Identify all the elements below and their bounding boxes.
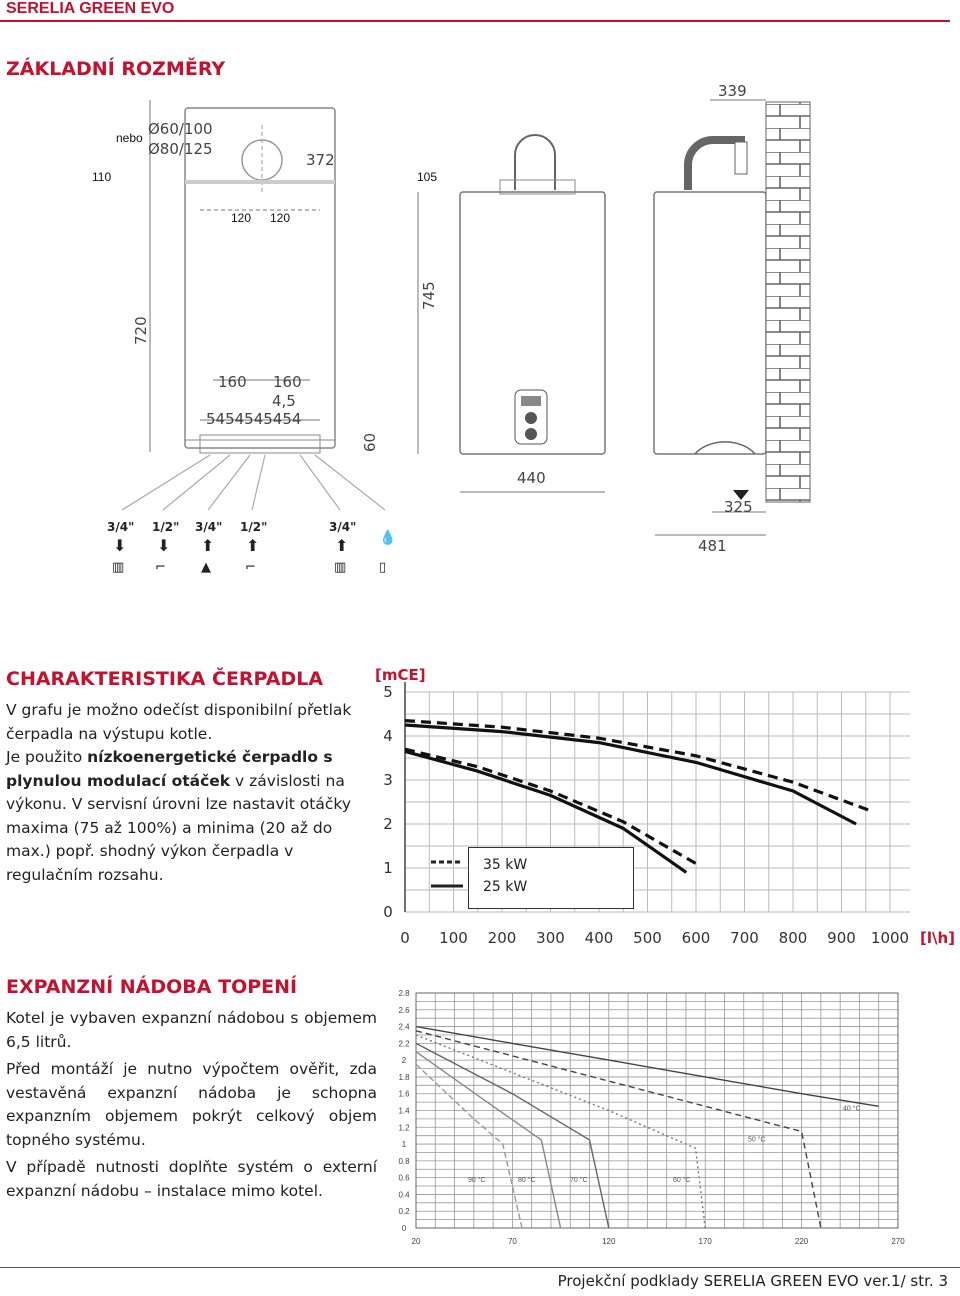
x-tick-label: 800 — [778, 929, 808, 947]
connection-label: 1/2" — [152, 520, 180, 534]
pump-text — [6, 699, 356, 887]
series-line — [416, 1035, 705, 1228]
label-110: 110 — [92, 170, 112, 184]
x-tick-label: 220 — [794, 1237, 809, 1246]
series-label: 90 °C — [468, 1176, 486, 1184]
drain-icon: 💧 — [379, 530, 397, 546]
footer-text: Projekční podklady SERELIA GREEN EVO ver.1/ str. 3 — [557, 1272, 948, 1290]
y-tick-label: 0 — [383, 903, 393, 921]
label-4-5: 4,5 — [272, 392, 296, 410]
pump-p2-bold: nízkoenergetické čerpadlo s plynulou modulací otáček — [6, 748, 333, 790]
expansion-text — [6, 1007, 377, 1203]
y-tick-label: 2.6 — [398, 1005, 410, 1015]
x-tick-label: 1000 — [870, 929, 910, 947]
label-339: 339 — [718, 82, 747, 100]
expansion-ticks — [398, 989, 905, 1246]
pump-y-unit: [mCE] — [375, 666, 426, 684]
expansion-title: EXPANZNÍ NÁDOBA TOPENÍ — [6, 976, 298, 998]
y-tick-label: 0.2 — [398, 1207, 410, 1217]
x-tick-label: 500 — [633, 929, 662, 947]
connection-label: 3/4" — [195, 520, 223, 534]
tap-icon: ⌐ — [155, 560, 166, 575]
connection-label: 3/4" — [329, 520, 357, 534]
series-label: 60 °C — [673, 1176, 691, 1184]
y-tick-label: 1 — [401, 1140, 407, 1150]
connection-label: 1/2" — [240, 520, 268, 534]
brand-header: SERELIA GREEN EVO — [6, 0, 175, 17]
x-tick-label: 300 — [536, 929, 565, 947]
y-tick-label: 4 — [383, 727, 393, 745]
label-160b: 160 — [273, 373, 302, 391]
x-tick-label: 20 — [411, 1237, 421, 1246]
pump-p2-c: v závislosti na výkonu. V servisní úrovni lze nastavit otáčky maxima (75 až 100%) a minima (20 až do max.) popř. shodný výkon čerpadla v regulačním rozsahu. — [6, 771, 351, 884]
x-tick-label: 70 — [507, 1237, 517, 1246]
x-tick-label: 100 — [439, 929, 468, 947]
expansion-paragraph-2: Před montáží je nutno výpočtem ověřit, zda vestavěná expanzní nádoba je schopna expanzním objemem pokrýt celkový objem topného systému. — [6, 1060, 377, 1149]
pump-ticks — [383, 683, 909, 947]
label-372: 372 — [306, 151, 335, 169]
x-tick-label: 400 — [584, 929, 614, 947]
legend-swatches — [429, 856, 465, 896]
x-tick-label: 700 — [730, 929, 759, 947]
label-d60: Ø60/100 — [148, 120, 213, 138]
connection-label: 3/4" — [107, 520, 135, 534]
expansion-paragraph-3: V případě nutnosti doplňte systém o externí expanzní nádobu – instalace mimo kotel. — [6, 1158, 377, 1200]
y-tick-label: 1.6 — [398, 1089, 410, 1099]
radiator-icon: ▥ — [334, 560, 347, 575]
pump-p2-a: Je použito — [6, 748, 88, 766]
y-tick-label: 2.2 — [398, 1039, 410, 1049]
label-440: 440 — [517, 469, 546, 487]
arrow-up-icon: ⬆ — [201, 536, 215, 555]
gas-flame-icon: ▲ — [201, 560, 211, 575]
label-120b: 120 — [270, 211, 291, 225]
pump-paragraph-1: V grafu je možno odečíst disponibilní přetlak čerpadla na výstupu kotle. — [6, 701, 352, 743]
y-tick-label: 2.8 — [398, 989, 410, 998]
arrow-down-icon: ⬇ — [113, 536, 127, 555]
legend-35kw: 35 kW — [483, 857, 528, 873]
arrow-down-icon: ⬇ — [157, 536, 171, 555]
label-105: 105 — [417, 170, 438, 184]
x-tick-label: 900 — [827, 929, 856, 947]
label-481: 481 — [698, 537, 727, 555]
x-tick-label: 600 — [681, 929, 711, 947]
footer-divider — [0, 1267, 960, 1268]
label-60: 60 — [361, 432, 379, 452]
header-divider — [0, 20, 950, 22]
pump-x-unit: [l\h] — [920, 929, 955, 947]
expansion-paragraph-1: Kotel je vybaven expanzní nádobou s objemem 6,5 litrů. — [6, 1009, 377, 1051]
y-tick-label: 2 — [383, 815, 393, 833]
y-tick-label: 1.8 — [398, 1072, 410, 1082]
radiator-icon: ▥ — [112, 560, 125, 575]
connection-pipes — [122, 455, 385, 510]
y-tick-label: 2 — [401, 1056, 407, 1066]
y-tick-label: 0.8 — [398, 1156, 410, 1166]
label-120a: 120 — [231, 211, 252, 225]
label-nebo: nebo — [116, 131, 143, 145]
x-tick-label: 0 — [400, 929, 410, 947]
pump-paragraph-2 — [6, 746, 356, 887]
side-view — [654, 100, 810, 535]
label-745: 745 — [420, 281, 438, 310]
arrow-up-icon: ⬆ — [335, 536, 349, 555]
middle-view — [418, 135, 605, 492]
expansion-grid — [416, 993, 898, 1228]
label-160a: 160 — [218, 373, 247, 391]
label-54: 5454545454 — [206, 410, 302, 428]
x-tick-label: 200 — [487, 929, 517, 947]
y-tick-label: 5 — [383, 683, 393, 701]
legend-25kw: 25 kW — [483, 879, 528, 895]
pump-legend — [468, 847, 634, 909]
x-tick-label: 170 — [698, 1237, 712, 1246]
series-line — [405, 725, 856, 824]
y-tick-label: 2.4 — [398, 1022, 410, 1032]
label-d80: Ø80/125 — [148, 140, 213, 158]
series-label: 70 °C — [570, 1176, 588, 1184]
series-label: 50 °C — [748, 1136, 766, 1144]
dimensions-title: ZÁKLADNÍ ROZMĚRY — [6, 58, 226, 80]
expansion-chart — [388, 985, 913, 1250]
label-720: 720 — [132, 316, 150, 345]
pump-title: CHARAKTERISTIKA ČERPADLA — [6, 668, 324, 690]
y-tick-label: 0 — [401, 1224, 407, 1233]
series-label: 40 °C — [843, 1105, 861, 1113]
dimensions-drawing — [0, 80, 960, 590]
pump-chart — [370, 660, 955, 955]
connections-row — [107, 520, 407, 580]
series-label: 80 °C — [518, 1176, 536, 1184]
series-line — [416, 1052, 561, 1228]
label-325: 325 — [724, 498, 753, 516]
x-tick-label: 120 — [602, 1237, 616, 1246]
x-tick-label: 270 — [891, 1237, 905, 1246]
arrow-up-icon: ⬆ — [246, 536, 260, 555]
y-tick-label: 1.2 — [398, 1123, 410, 1133]
y-tick-label: 0.6 — [398, 1173, 410, 1183]
tap-icon: ⌐ — [245, 560, 256, 575]
drain-icon: ▯ — [379, 560, 387, 575]
y-tick-label: 1.4 — [398, 1106, 410, 1116]
y-tick-label: 0.4 — [398, 1190, 410, 1200]
y-tick-label: 3 — [383, 771, 393, 789]
y-tick-label: 1 — [383, 859, 393, 877]
